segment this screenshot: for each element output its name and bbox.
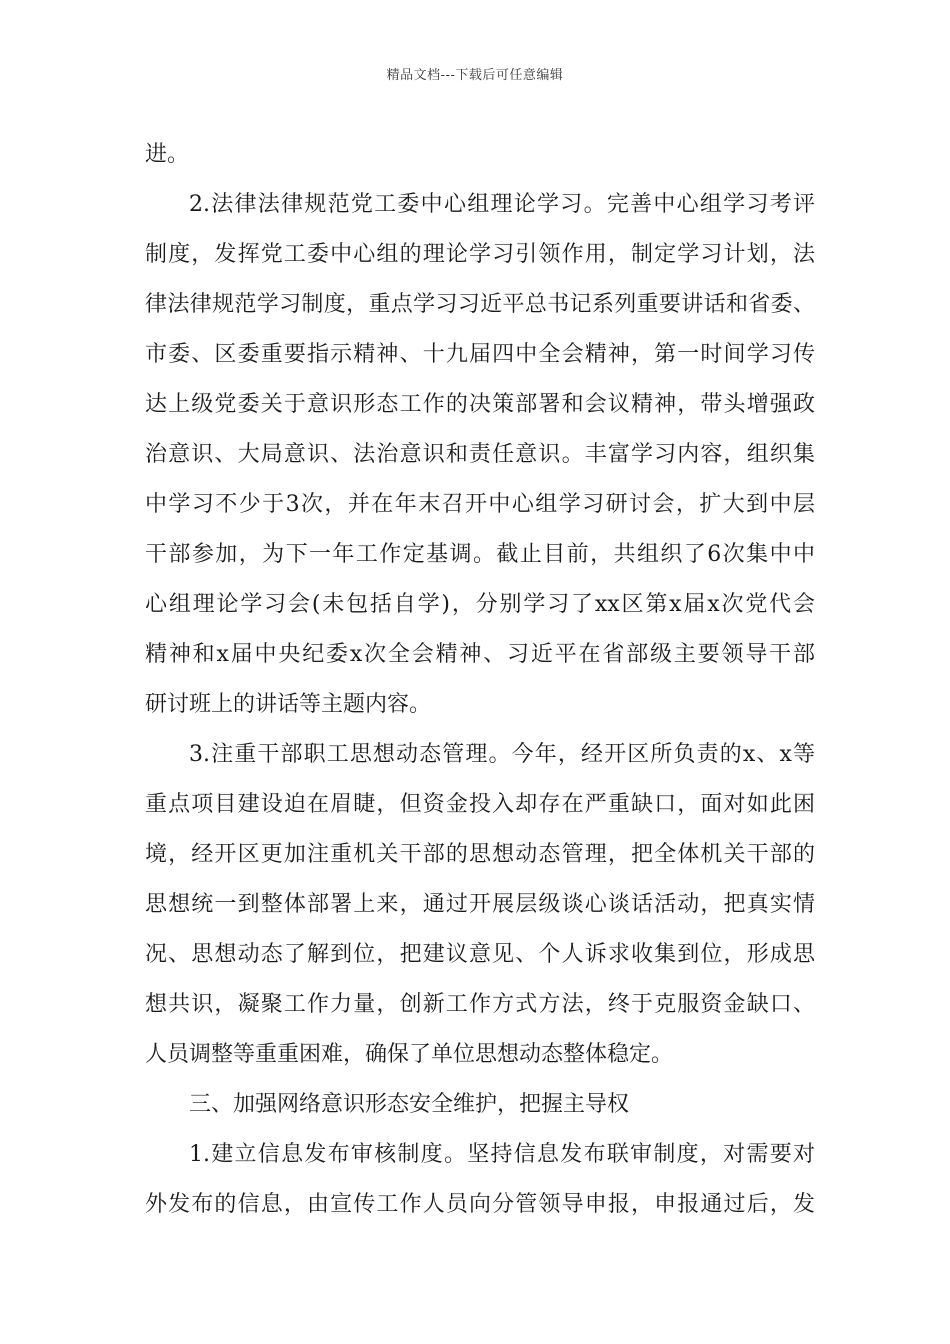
text-line: 重点项目建设迫在眉睫，但资金投入却存在严重缺口，面对如此困	[145, 792, 815, 817]
text-line: 思想统一到整体部署上来，通过开展层级谈心谈话活动，把真实情	[145, 892, 815, 917]
text-line: 2.法律法律规范党工委中心组理论学习。完善中心组学习考评	[189, 192, 815, 217]
text-line: 律法律规范学习制度，重点学习习近平总书记系列重要讲话和省委、	[145, 292, 815, 317]
text-line: 境，经开区更加注重机关干部的思想动态管理，把全体机关干部的	[145, 842, 815, 867]
text-line: 心组理论学习会(未包括自学)，分别学习了xx区第x届x次党代会	[145, 592, 815, 617]
text-line: 1.建立信息发布审核制度。坚持信息发布联审制度，对需要对	[189, 1142, 815, 1167]
text-line: 进。	[145, 142, 190, 167]
text-line: 想共识，凝聚工作力量，创新工作方式方法，终于克服资金缺口、	[145, 992, 815, 1017]
document-body	[145, 130, 815, 1230]
page-header: 精品文档---下载后可任意编辑	[386, 68, 564, 83]
text-line: 外发布的信息，由宣传工作人员向分管领导申报，申报通过后，发	[145, 1192, 815, 1217]
text-line: 中学习不少于3次，并在年末召开中心组学习研讨会，扩大到中层	[145, 492, 815, 517]
text-line: 研讨班上的讲话等主题内容。	[145, 692, 432, 717]
text-line: 治意识、大局意识、法治意识和责任意识。丰富学习内容，组织集	[145, 442, 815, 467]
text-line: 3.注重干部职工思想动态管理。今年，经开区所负责的x、x等	[189, 742, 815, 767]
text-line: 精神和x届中央纪委x次全会精神、习近平在省部级主要领导干部	[145, 642, 815, 667]
text-line: 达上级党委关于意识形态工作的决策部署和会议精神，带头增强政	[145, 392, 815, 417]
text-line: 况、思想动态了解到位，把建议意见、个人诉求收集到位，形成思	[145, 942, 815, 967]
text-line: 人员调整等重重困难，确保了单位思想动态整体稳定。	[145, 1042, 674, 1067]
text-line: 干部参加，为下一年工作定基调。截止目前，共组织了6次集中中	[145, 542, 815, 567]
section-heading: 三、加强网络意识形态安全维护，把握主导权	[189, 1092, 630, 1117]
text-line: 制度，发挥党工委中心组的理论学习引领作用，制定学习计划，法	[145, 242, 815, 267]
text-line: 市委、区委重要指示精神、十九届四中全会精神，第一时间学习传	[145, 342, 815, 367]
